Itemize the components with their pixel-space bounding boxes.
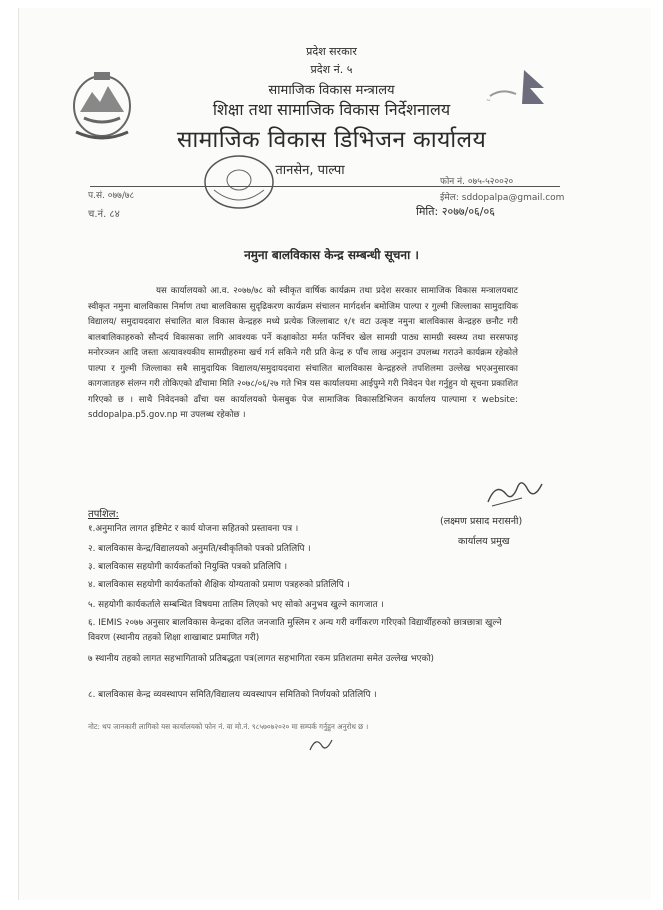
attachment-item: २. बालविकास केन्द्र/विद्यालयको अनुमति/स्वीकृतिको पत्रको प्रतिलिपि । — [88, 544, 311, 554]
svg-text:~: ~ — [486, 97, 492, 104]
body-paragraph: यस कार्यालयको आ.व. २०७७/७८ को स्वीकृत वार्षिक कार्यक्रम तथा प्रदेश सरकार सामाजिक विकास मन्त्रालयबाट स्वीकृत नमुना बालविकास निर्माण तथा बालविकास सुदृढिकरण कार्यक्रम संचालन मार्गदर्शन बमोजिम पाल्पा र गुल्मी जिल्लाका सामुदायिक विद्यालय/ समुदायदवारा संचालित बाल विकास केन्द्रहरु मध्ये प्रत्येक जिल्लाबाट १/१ वटा उत्कृष्ट नमुना बालविकास केन्द्रहरु छनौट गरी बालबालिकाहरुको सौन्दर्य विकासका लागि आवश्यक पर्ने कक्षाकोठा मर्मत फर्निचर खेल सामग्री पाठ्य सामग्री स्वस्थ्य तथा सरसफाइ मनोरञ्जन आदि जस्ता अत्यावश्यकीय सामग्रीहरुमा खर्च गर्न सकिने गरी प्रति केन्द्र रु पाँच लाख अनुदान उपलब्ध गराउने कार्यक्रम रहेकोले पाल्पा र गुल्मी जिल्लाका सबै सामुदायिक विद्यालय/समुदायदवारा संचालित बालविकास केन्द्रहरुले तपशिलमा उल्लेख भएअनुसारका कागजातहरु संलग्न गरी तोकिएको ढाँचामा मिति २०७८/०६/२७ गते भित्र यस कार्यालयमा आईपुग्ने गरी निवेदन पेश गर्नुहुन यो सूचना प्रकाशित गरिएको छ । साथै निवेदनको ढाँचा यस कार्यालयको फेसबुक पेज सामाजिक विकासडिभिजन कार्यालय पाल्पामा र website: sddopalpa.p5.gov.np मा उपलब्ध रहेकोछ । — [88, 286, 518, 420]
signatory-role: कार्यालय प्रमुख — [458, 536, 510, 547]
letter-date: मिति: २०७७/०६/०६ — [416, 205, 495, 218]
header-ministry: सामाजिक विकास मन्त्रालय — [268, 83, 395, 98]
notice-body — [88, 284, 518, 424]
handwritten-mark-icon — [306, 734, 336, 754]
attachment-item: १.अनुमानित लागत इष्टिमेट र कार्य योजना सहितको प्रस्तावना पत्र । — [88, 524, 299, 534]
footer-note: नोट: थप जानकारी लागिको यस कार्यालयको फोन नं. वा मो.नं. ९८५७०७२०२० मा सम्पर्क गर्नुहुन अनुरोध छ । — [88, 722, 369, 731]
attachment-item: ५. सहयोगी कार्यकर्ताले सम्बन्धित विषयमा तालिम लिएको भए सोको अनुभव खुल्ने कागजात । — [88, 600, 384, 610]
attachments-title: तपशिल: — [88, 509, 119, 520]
attachment-item: ४. बालविकास सहयोगी कार्यकर्ताको शैक्षिक योग्यताको प्रमाण पत्रहरुको प्रतिलिपि । — [88, 580, 350, 590]
header-divider — [90, 186, 560, 187]
dispatch-number: च.नं. ८४ — [88, 209, 120, 220]
office-stamp-icon — [200, 150, 278, 214]
notice-subject: नमुना बालविकास केन्द्र सम्बन्धी सूचना । — [244, 248, 419, 262]
header-government: प्रदेश सरकार — [306, 45, 357, 58]
attachment-item: ८. बालविकास केन्द्र व्यवस्थापन समिति/विद्यालय व्यवस्थापन समितिको निर्णयको प्रतिलिपि । — [88, 690, 377, 700]
email-address: ईमेल: sddopalpa@gmail.com — [440, 193, 565, 203]
attachment-item: ६. IEMIS २०७७ अनुसार बालविकास केन्द्रका दलित जनजाति मुस्लिम र अन्य गरी वर्गीकरण गरिएको विद्यार्थीहरुको छात्रछात्रा खुल्ने विवरण (स्थानीय तहको शिक्षा शाखाबाट प्रमाणित गरी) — [88, 618, 502, 643]
header-office: सामाजिक विकास डिभिजन कार्यालय — [176, 127, 487, 153]
signatory-name: (लक्ष्मण प्रसाद मरासनी) — [440, 516, 523, 527]
header-directorate: शिक्षा तथा सामाजिक विकास निर्देशनालय — [212, 100, 451, 119]
signature-mark-icon — [482, 472, 546, 512]
attachment-item: ७ स्थानीय तहको लागत सहभागिताको प्रतिबद्धता पत्र(लागत सहभागिता रकम प्रतिशतमा समेत उल्लेख भएको) — [88, 654, 434, 664]
phone-number: फोन नं. ०७५-५२००२० — [440, 177, 514, 187]
reference-number: प.सं. ०७७/७८ — [88, 191, 135, 201]
attachment-item: ३. बालविकास सहयोगी कार्यकर्ताको नियुक्ति पत्रको प्रतिलिपि । — [88, 562, 288, 572]
header-location: तानसेन, पाल्पा — [275, 163, 345, 178]
header-province: प्रदेश नं. ५ — [310, 63, 353, 76]
